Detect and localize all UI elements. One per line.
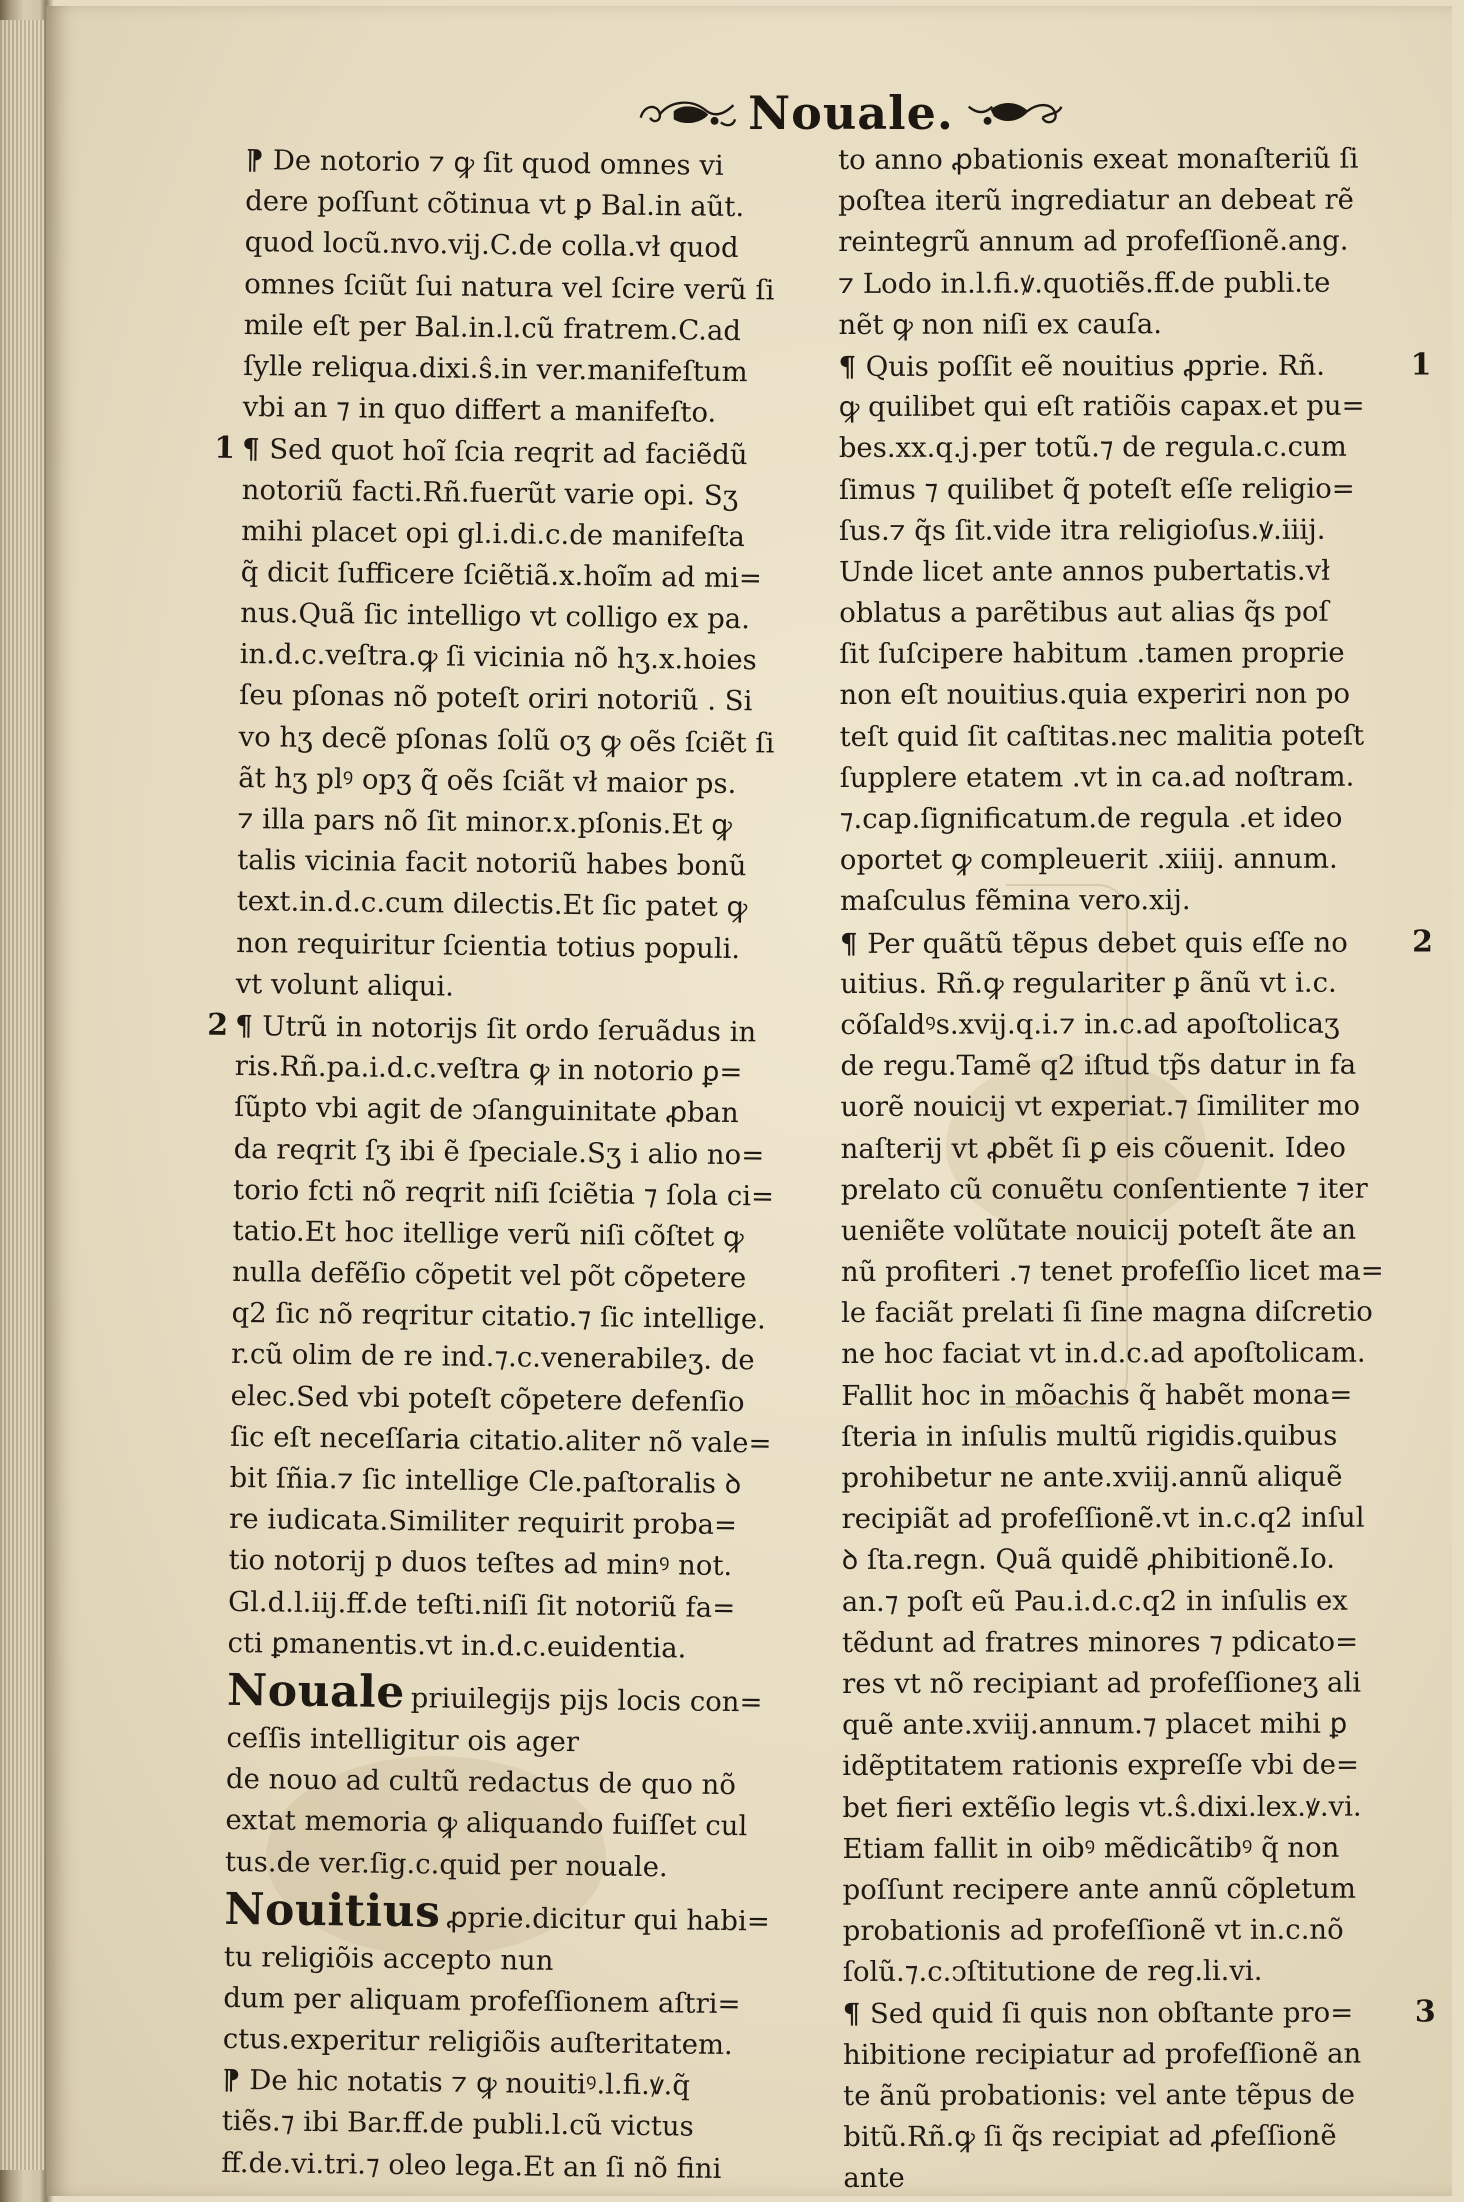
paragraph-mark-icon: ¶ — [234, 1009, 263, 1043]
text-line — [841, 1127, 1401, 1170]
text-line — [840, 962, 1400, 1005]
page-edges — [0, 20, 44, 2170]
text-line — [233, 1128, 813, 1176]
line-text: nẽt ꝙ non niſi ex cauſa. — [838, 307, 1162, 341]
printed-page — [46, 6, 1452, 2196]
line-text: nus.Quã ſic intelligo vt colligo ex pa. — [240, 597, 751, 636]
line-text: nulla defẽſio cõpetit vel põt cõpetere — [231, 1255, 747, 1295]
line-text: bit ſñia.⁊ ſic intellige Cle.paſtoralis ꝺ — [229, 1461, 742, 1501]
line-text: uorẽ nouicij vt experiat.⁊ ſimiliter mo — [840, 1089, 1361, 1124]
line-text: ceſſis intelligitur ois ager — [226, 1721, 580, 1759]
text-line — [838, 139, 1398, 182]
line-text: ante — [843, 2162, 905, 2195]
text-line — [841, 1333, 1401, 1376]
text-line — [206, 1005, 815, 1053]
text-line — [234, 1087, 814, 1135]
margin-number: 1 — [214, 430, 236, 467]
text-line — [244, 264, 824, 312]
line-text: an.⁊ poſt eũ Pau.i.d.c.q2 in inſulis ex — [841, 1584, 1348, 1618]
line-text: mihi placet opi gl.i.di.c.de manifeſta — [241, 514, 746, 553]
line-text: tatio.Et hoc itellige verũ niſi cõſtet ꝙ — [232, 1214, 744, 1254]
text-line — [234, 1046, 814, 1094]
line-text: ꝓprie.dicitur qui habi= — [446, 1901, 771, 1938]
line-text: ſimus ⁊ quilibet q̃ poteſt eſſe religio= — [838, 472, 1355, 506]
paragraph-mark-icon: ¶ — [842, 1998, 871, 2031]
text-line — [231, 1334, 811, 1382]
line-text: ris.Rñ.pa.i.d.c.veſtra ꝙ in notorio ꝑ= — [234, 1050, 743, 1089]
text-line — [236, 923, 816, 971]
text-line — [841, 1209, 1401, 1252]
line-text: teſt quid ſit caſtitas.nec malitia poteſt — [839, 719, 1365, 753]
text-line — [224, 1937, 804, 1985]
paragraph-mark-icon: ¶ — [242, 433, 270, 466]
text-line — [839, 427, 1399, 470]
line-text: hibitione recipiatur ad profeſſionẽ an — [842, 2037, 1362, 2071]
line-text: recipiãt ad profeſſionẽ.vt in.c.q2 inſul — [841, 1501, 1365, 1536]
line-text: torio fcti nõ reqrit niſi ſciẽtia ⁊ ſola ci= — [232, 1173, 775, 1213]
line-text: non requiritur ſcientia totius populi. — [235, 926, 741, 965]
running-head — [636, 78, 1066, 148]
line-text: ⁊.cap.ſignificatum.de regula .et ideo — [839, 801, 1343, 835]
line-text: Sed quot hoĩ ſcia reqrit ad faciẽdũ — [269, 433, 748, 472]
line-text: re iudicata.Similiter requirit proba= — [228, 1503, 738, 1542]
line-text: r.cũ olim de re ind.⁊.c.venerabileʒ. de — [230, 1338, 755, 1377]
text-line — [838, 221, 1398, 264]
line-text: tu religiõis accepto nun — [223, 1940, 554, 1977]
line-text: poſtea iterũ ingrediatur an debeat rẽ — [838, 183, 1354, 218]
line-text: Gl.d.l.iij.ff.de teſti.niſi ſit notoriũ fa= — [227, 1585, 736, 1624]
line-text: oportet ꝙ compleuerit .xiiij. annum. — [839, 842, 1338, 877]
line-text: text.in.d.c.cum dilectis.Et ſic patet ꝙ — [236, 885, 748, 924]
left-ornament-icon — [636, 85, 738, 141]
text-line — [839, 386, 1399, 429]
text-line — [225, 1800, 805, 1848]
line-text: ⁊ Lodo in.l.fi.ꝟ.quotiẽs.ff.de publi.te — [838, 266, 1331, 300]
line-text: elec.Sed vbi poteſt cõpetere defenſio — [230, 1379, 745, 1418]
line-text: ſteria in inſulis multũ rigidis.quibus — [841, 1419, 1338, 1453]
text-line — [222, 2060, 802, 2108]
text-line — [840, 756, 1400, 799]
line-text: vo hʒ decẽ pſonas ſolũ oʒ ꝙ oẽs ſciẽt ſi — [238, 720, 775, 760]
line-text: q2 ſic nõ reqritur citatio.⁊ ſic intellige. — [231, 1297, 767, 1336]
text-line — [840, 1003, 1400, 1046]
text-line — [840, 921, 1434, 964]
text-line — [238, 758, 818, 806]
text-line — [839, 509, 1399, 552]
text-line — [240, 552, 820, 600]
text-line — [227, 1664, 808, 1725]
text-line — [843, 2116, 1403, 2159]
text-line — [843, 2074, 1403, 2117]
text-line — [223, 2019, 803, 2067]
left-text-column — [206, 140, 826, 2191]
line-text: prelato cũ conuẽtu conſentiente ⁊ iter — [840, 1172, 1368, 1206]
text-line — [226, 1718, 806, 1766]
text-line — [843, 1910, 1403, 1953]
line-text: uitius. Rñ.ꝙ regulariter ꝑ ãnũ vt i.c. — [840, 966, 1337, 1000]
text-line — [230, 1417, 810, 1465]
line-text: naſterij vt ꝓbẽt ſi ꝑ eis cõuenit. Ideo — [840, 1131, 1346, 1165]
right-ornament-icon — [964, 85, 1066, 141]
text-line — [838, 180, 1398, 223]
line-text: vt volunt aliqui. — [235, 967, 455, 1003]
text-line — [229, 1458, 809, 1506]
line-text: ſupplere etatem .vt in ca.ad noſtram. — [839, 760, 1355, 794]
line-text: ſus.⁊ q̃s ſit.vide itra religioſus.ꝟ.iiij. — [838, 513, 1326, 547]
text-line — [840, 1045, 1400, 1088]
text-line — [843, 1868, 1403, 1911]
text-line — [221, 2142, 801, 2190]
text-line — [842, 1662, 1402, 1705]
text-line — [841, 1457, 1401, 1500]
text-line — [245, 181, 825, 229]
line-text: ff.de.vi.tri.⁊ oleo lega.Et an ſi nõ fini — [221, 2146, 722, 2185]
text-line — [843, 2033, 1403, 2076]
line-text: de regu.Tamẽ q2 iſtud tp̃s datur in fa — [840, 1048, 1357, 1083]
right-text-column — [838, 139, 1436, 2200]
line-text: De notorio ⁊ ꝙ ſit quod omnes vi — [272, 144, 724, 182]
text-line — [839, 592, 1399, 635]
line-text: ꝺ ſta.regn. Quã quidẽ ꝓhibitionẽ.Io. — [841, 1543, 1336, 1577]
text-line — [227, 1623, 807, 1671]
text-line — [838, 344, 1432, 387]
text-line — [237, 840, 817, 888]
line-text: tẽdunt ad fratres minores ⁊ pdicato= — [841, 1625, 1359, 1659]
line-text: ſit ſuſcipere habitum .tamen proprie — [839, 636, 1345, 671]
line-text: Etiam fallit in oibꝰ mẽdicãtibꝰ q̃ non — [842, 1831, 1340, 1865]
text-line — [222, 2101, 802, 2149]
line-text: de nouo ad cultũ redactus de quo nõ — [225, 1763, 737, 1802]
text-line — [231, 1293, 811, 1341]
line-text: probationis ad profeſſionẽ vt in.c.nõ — [842, 1913, 1344, 1948]
paragraph-mark-icon: ⁋ — [245, 143, 274, 177]
text-line — [839, 674, 1399, 717]
line-text: ſeu pſonas nõ poteſt oriri notoriũ . Si — [239, 679, 753, 718]
paragraph-mark-icon: ¶ — [840, 927, 868, 960]
line-text: tio notorij p duos teſtes ad minꝰ not. — [228, 1544, 733, 1583]
text-line — [842, 1745, 1402, 1788]
text-line — [243, 305, 823, 353]
line-text: in.d.c.veſtra.ꝙ ſi vicinia nõ hʒ.x.hoies — [239, 638, 757, 677]
entry-headword: Nouale — [226, 1664, 406, 1718]
text-line — [228, 1540, 808, 1588]
line-text: Per quãtũ tẽpus debet quis eſſe no — [867, 926, 1348, 960]
line-text: ⁊ illa pars nõ ſit minor.x.pſonis.Et ꝙ — [237, 802, 733, 841]
text-line — [839, 468, 1399, 511]
line-text: reintegrũ annum ad profeſſionẽ.ang. — [838, 225, 1349, 259]
line-text: oblatus a parẽtibus aut alias q̃s poſ — [839, 595, 1329, 630]
line-text: talis vicinia facit notoriũ habes bonũ — [237, 844, 747, 883]
line-text: ſolũ.⁊.c.ↄſtitutione de reg.li.vi. — [842, 1955, 1263, 1989]
text-line — [841, 1292, 1401, 1335]
text-line — [842, 1539, 1402, 1582]
text-line — [841, 1251, 1401, 1294]
line-text: ãt hʒ plꝰ opʒ q̃ oẽs ſciãt vł maior ps. — [238, 761, 737, 800]
line-text: cõſaldꝰs.xvij.q.i.⁊ in.c.ad apoſtolicaʒ — [840, 1007, 1340, 1041]
text-line — [841, 1168, 1401, 1211]
line-text: dere poſſunt cõtinua vt ꝑ Bal.in aũt. — [245, 185, 745, 224]
text-line — [233, 1170, 813, 1218]
line-text: priuilegijs pijs locis con= — [410, 1682, 763, 1719]
line-text: mile eſt per Bal.in.l.cũ fratrem.C.ad — [243, 308, 742, 347]
text-line — [245, 140, 825, 188]
text-line — [842, 1786, 1402, 1829]
line-text: quod locũ.nvo.vij.C.de colla.vł quod — [244, 226, 739, 265]
text-line — [842, 1580, 1402, 1623]
text-line — [840, 880, 1400, 923]
text-line — [232, 1252, 812, 1300]
text-line — [839, 633, 1399, 676]
line-text: tus.de ver.ſig.c.quid per nouale. — [224, 1845, 668, 1883]
line-text: bet fieri extẽſio legis vt.ŝ.dixi.lex.ꝟ.vi. — [842, 1790, 1362, 1824]
line-text: tiẽs.⁊ ibi Bar.ff.de publi.l.cũ victus — [221, 2105, 694, 2144]
text-line — [230, 1376, 810, 1424]
text-line — [841, 1415, 1401, 1458]
line-text: idẽptitatem rationis expreſſe vbi de= — [842, 1748, 1360, 1783]
text-line — [838, 303, 1398, 346]
text-line — [214, 428, 822, 476]
text-line — [840, 798, 1400, 841]
line-text: dum per aliquam profeſſionem aſtri= — [223, 1981, 741, 2021]
margin-number: 2 — [206, 1007, 229, 1043]
line-text: ſũpto vbi agit de ↄſanguinitate ꝓban — [233, 1091, 739, 1130]
line-text: q̃ dicit ſufficere ſciẽtiã.x.hoĩm ad mi= — [240, 555, 763, 595]
text-line — [842, 1498, 1402, 1541]
line-text: Sed quid ſi quis non obſtante pro= — [869, 1997, 1354, 2031]
text-line — [841, 1374, 1401, 1417]
text-line — [838, 262, 1398, 305]
line-text: De hic notatis ⁊ ꝙ nouitiꝰ.l.fi.ꝟ.q̃ — [249, 2064, 691, 2102]
text-line — [244, 222, 824, 270]
text-line — [224, 1883, 805, 1944]
line-text: bes.xx.q.j.per totũ.⁊ de regula.c.cum — [838, 430, 1347, 465]
paragraph-mark-icon: ¶ — [838, 350, 866, 383]
line-text: maſculus fẽmina vero.xij. — [839, 884, 1191, 918]
text-line — [840, 715, 1400, 758]
line-text: ctus.experitur religiõis auſteritatem. — [222, 2022, 733, 2062]
line-text: le faciãt prelati ſi ſine magna diſcretio — [841, 1295, 1373, 1330]
line-text: bitũ.Rñ.ꝙ ſi q̃s recipiat ad ꝓfeſſionẽ — [843, 2119, 1337, 2153]
text-line — [842, 1827, 1402, 1870]
text-line — [842, 1704, 1402, 1747]
text-line — [842, 1992, 1436, 2035]
text-line — [843, 2157, 1403, 2200]
text-line — [239, 634, 819, 682]
line-text: vbi an ⁊ in quo differt a manifeſto. — [242, 391, 717, 429]
text-line — [243, 346, 823, 394]
paragraph-mark-icon: ⁋ — [222, 2064, 250, 2097]
text-line — [238, 717, 818, 765]
line-text: Fallit hoc in mõachis q̃ habẽt mona= — [841, 1378, 1353, 1412]
text-line — [842, 1621, 1402, 1664]
line-text: ne hoc faciat vt in.d.c.ad apoſtolicam. — [841, 1337, 1366, 1371]
text-line — [840, 839, 1400, 882]
line-text: da reqrit ſʒ ibi ẽ ſpeciale.Sʒ i alio no= — [233, 1132, 765, 1171]
line-text: notoriũ facti.Rñ.fuerũt varie opi. Sʒ — [241, 473, 739, 512]
line-text: ꝙ quilibet qui eſt ratiõis capax.et pu= — [838, 389, 1365, 424]
text-line — [223, 1978, 803, 2026]
line-text: Quis poſſit eẽ nouitius ꝓprie. Rñ. — [865, 349, 1325, 383]
line-text: to anno ꝓbationis exeat monaſteriũ ſi — [838, 142, 1359, 176]
text-line — [840, 1086, 1400, 1129]
line-text: te ãnũ probationis: vel ante tẽpus de — [843, 2078, 1356, 2112]
text-line — [241, 511, 821, 559]
line-text: Utrũ in notorijs ſit ordo ſeruãdus in — [262, 1010, 757, 1049]
text-line — [239, 675, 819, 723]
line-text: res vt nõ recipiant ad profeſſioneʒ ali — [842, 1666, 1362, 1700]
line-text: extat memoria ꝙ aliquando fuiſſet cul — [225, 1804, 748, 1843]
line-text: cti ꝑmanentis.vt in.d.c.euidentia. — [227, 1626, 687, 1665]
line-text: nũ profiteri .⁊ tenet profeſſio licet ma= — [840, 1254, 1384, 1289]
page-title: Nouale. — [748, 86, 954, 140]
text-line — [232, 1211, 812, 1259]
line-text: quẽ ante.xviij.annum.⁊ placet mihi ꝑ — [842, 1707, 1348, 1742]
line-text: ueniẽte volũtate nouicij poteſt ãte an — [840, 1213, 1357, 1247]
text-line — [843, 1951, 1403, 1994]
text-line — [226, 1759, 806, 1807]
text-line — [237, 799, 817, 847]
line-text: ſic eſt neceſſaria citatio.aliter nõ vale= — [229, 1420, 772, 1460]
text-line — [839, 550, 1399, 593]
text-line — [240, 593, 820, 641]
text-line — [236, 881, 816, 929]
text-line — [235, 964, 815, 1012]
line-text: omnes ſciũt ſui natura vel ſcire verũ ſi — [244, 267, 775, 307]
text-line — [241, 469, 821, 517]
text-line — [225, 1841, 805, 1889]
line-text: Unde licet ante annos pubertatis.vł — [839, 554, 1331, 588]
entry-headword: Nouitius — [224, 1883, 441, 1938]
line-text: prohibetur ne ante.xviij.annũ aliquẽ — [841, 1460, 1343, 1494]
line-text: non eſt nouitius.quia experiri non po — [839, 678, 1351, 712]
text-line — [229, 1499, 809, 1547]
text-line — [242, 387, 822, 435]
line-text: ſylle reliqua.dixi.ŝ.in ver.manifeſtum — [243, 349, 748, 389]
text-line — [228, 1581, 808, 1629]
line-text: poſſunt recipere ante annũ cõpletum — [842, 1872, 1356, 1906]
